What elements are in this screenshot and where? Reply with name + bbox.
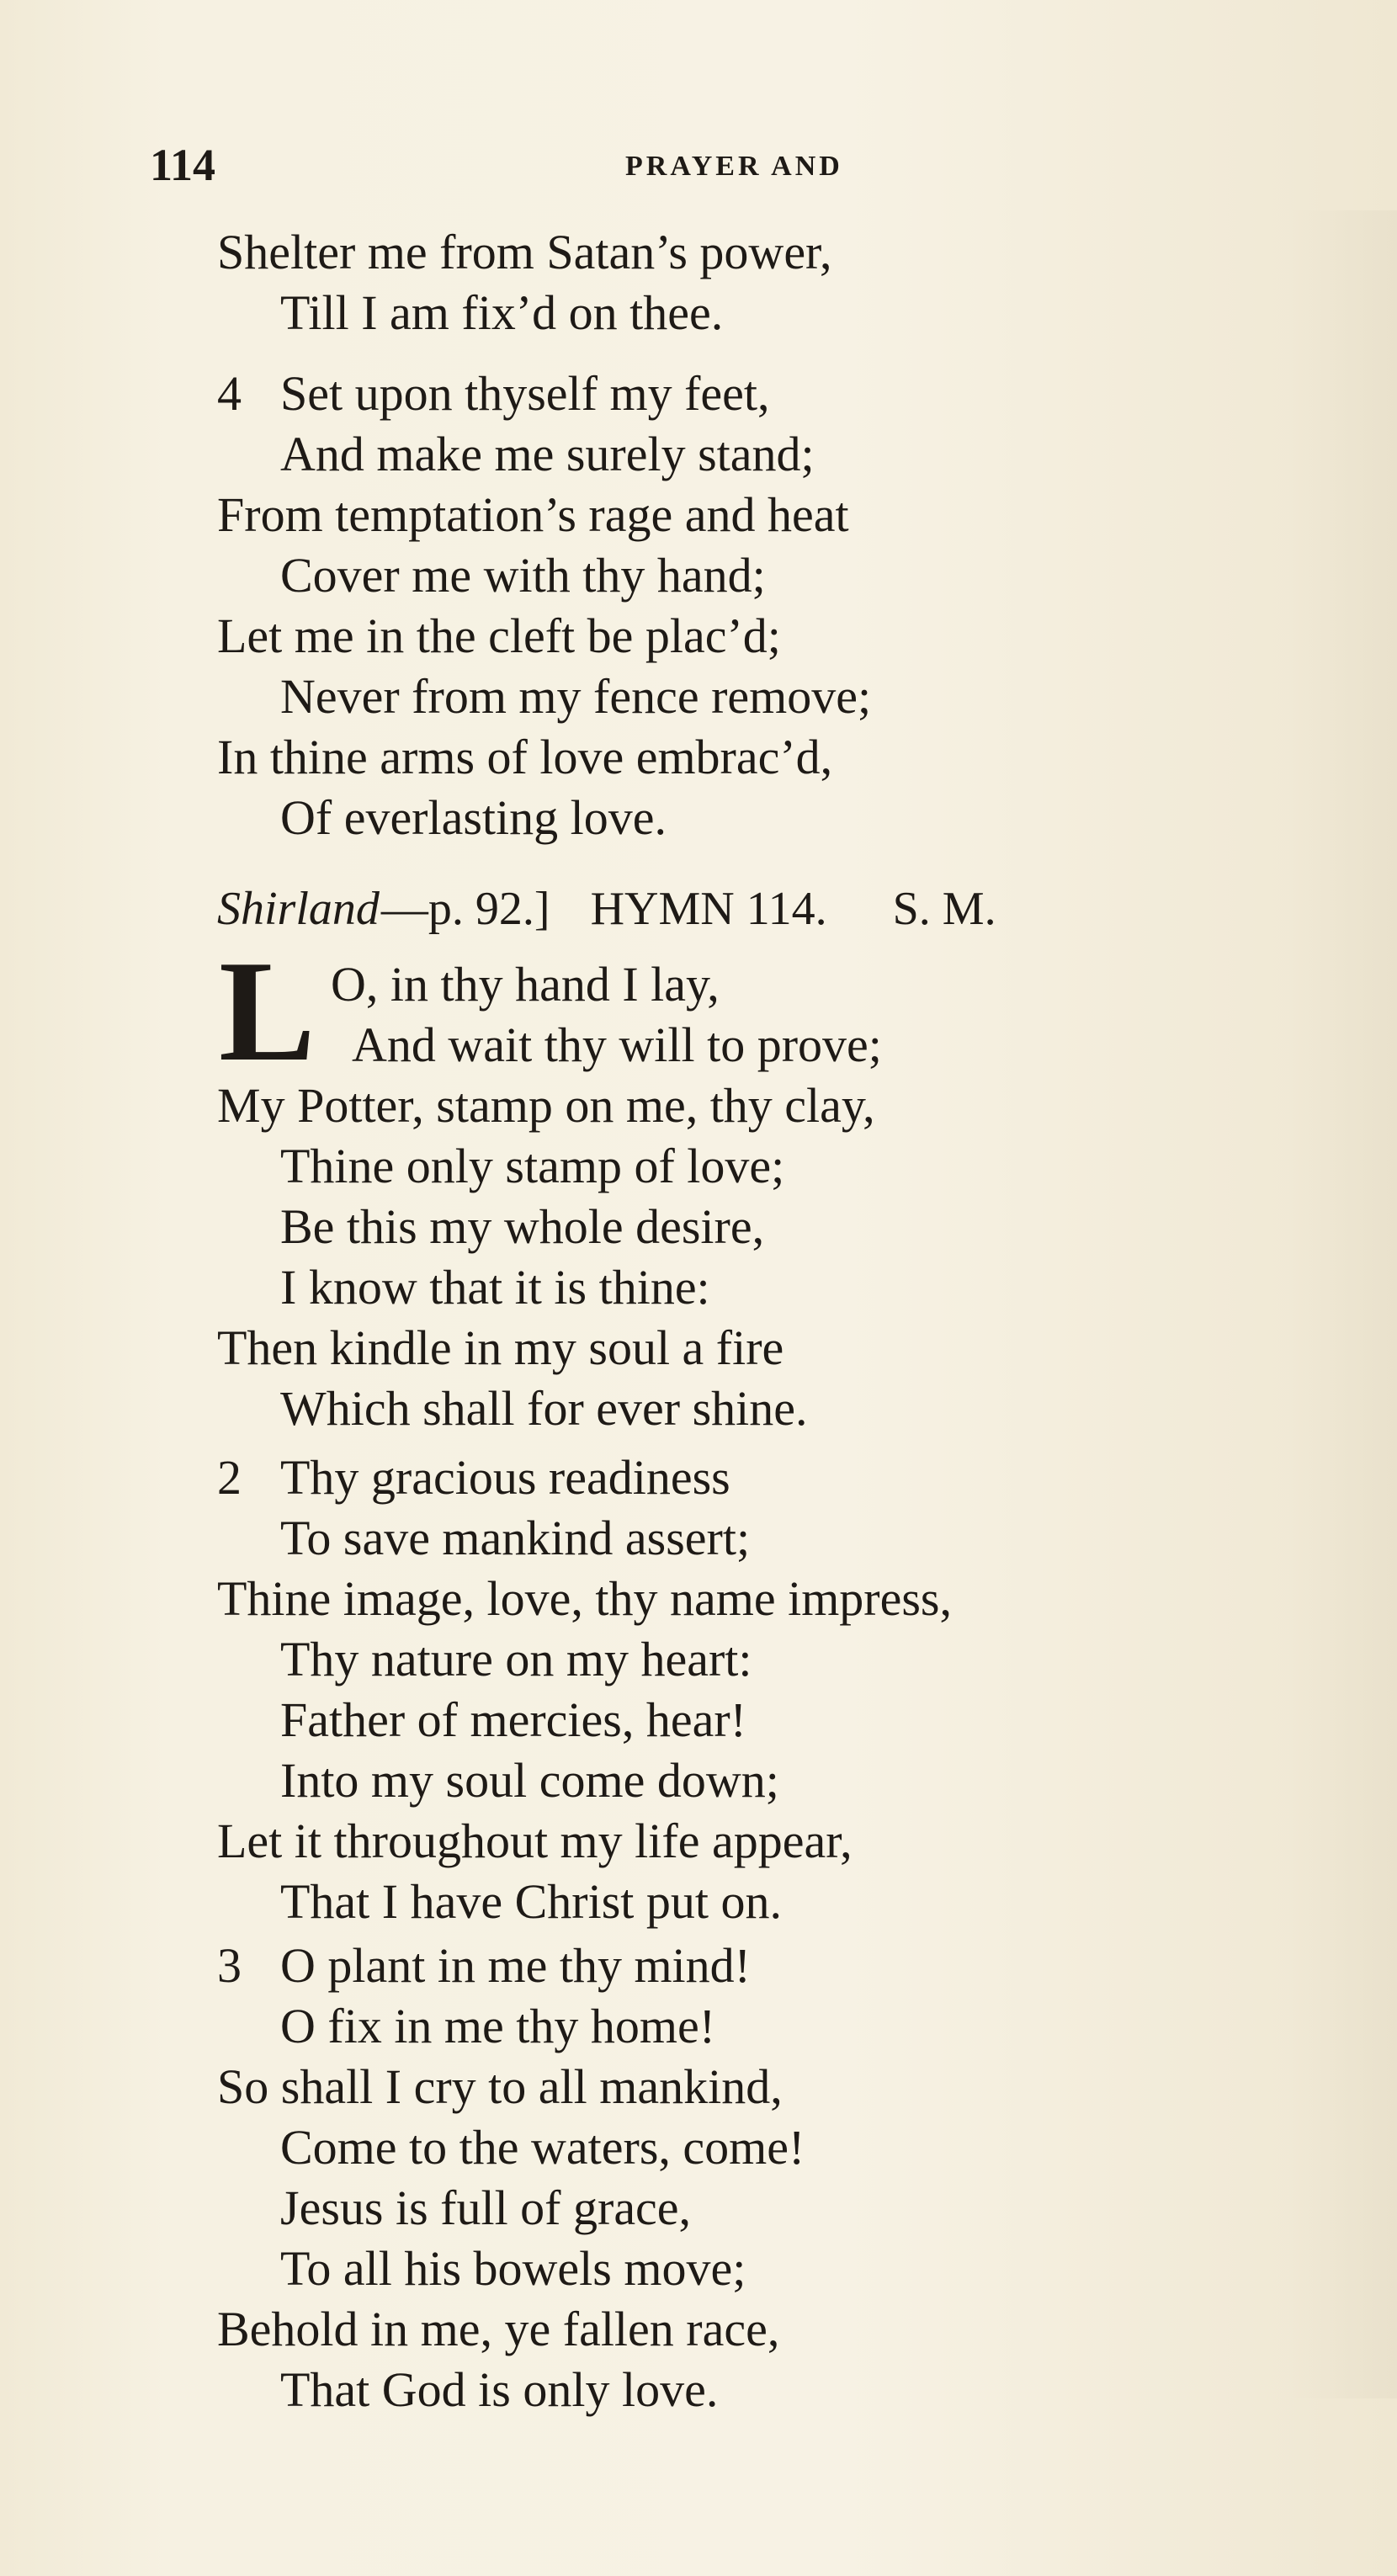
stanza-3 [217,1936,1269,2420]
verse-line: Let it throughout my life appear, [217,1814,853,1868]
verse-line: My Potter, stamp on me, thy clay, [217,1078,875,1133]
verse-line: Thine image, love, thy name impress, [217,1571,953,1626]
verse-line: And wait thy will to prove; [352,1017,882,1072]
verse-line: Then kindle in my soul a fire [217,1320,784,1375]
verse-line: Set upon thyself my feet, [280,366,770,421]
continued-stanza [217,222,1269,343]
verse-line: Jesus is full of grace, [280,2180,692,2235]
verse-line: To save mankind assert; [280,1511,751,1565]
stanza-4 [217,364,1269,848]
verse-line: O fix in me thy home! [280,1999,716,2053]
verse-line: From temptation’s rage and heat [217,487,849,542]
verse-line: Shelter me from Satan’s power, [217,225,832,279]
verse-line: Which shall for ever shine. [280,1381,808,1436]
verse-line: That I have Christ put on. [280,1874,783,1929]
stanza-number: 4 [217,366,242,421]
hymn-heading [217,875,1269,943]
verse-line: Come to the waters, come! [280,2120,805,2175]
verse-line: Father of mercies, hear! [280,1692,746,1747]
verse-line: Let me in the cleft be plac’d; [217,608,781,663]
verse-line: Into my soul come down; [280,1753,779,1808]
verse-line: That God is only love. [280,2362,719,2417]
verse-line: Of everlasting love. [280,790,667,845]
verse-line: Cover me with thy hand; [280,548,766,603]
verse-line: O, in thy hand I lay, [331,957,720,1012]
page-number: 114 [150,140,216,190]
stanza-number: 2 [217,1450,242,1505]
hymn-number: HYMN 114. [590,883,827,935]
verse-line: In thine arms of love embrac’d, [217,730,833,784]
hymn-opening [217,932,1269,1091]
tune-name: Shirland [217,883,380,935]
verse-line: Thy gracious readiness [280,1450,730,1505]
hymn-meter: S. M. [892,883,996,935]
verse-line: Till I am fix’d on thee. [280,285,724,340]
tune-reference: —p. 92.] [380,883,550,935]
bleed-through-shadow [1288,210,1397,2398]
verse-line: To all his bowels move; [280,2241,746,2296]
verse-line: So shall I cry to all mankind, [217,2059,783,2114]
verse-line: O plant in me thy mind! [280,1938,751,1993]
verse-line: Never from my fence remove; [280,669,872,724]
stanza-number: 3 [217,1938,242,1993]
drop-cap: L [219,932,316,1091]
verse-line: Be this my whole desire, [280,1199,765,1254]
running-head: PRAYER AND [625,151,843,182]
verse-line: Behold in me, ye fallen race, [217,2302,780,2356]
verse-line: Thy nature on my heart: [280,1632,752,1686]
verse-line: And make me surely stand; [280,427,815,481]
verse-line: Thine only stamp of love; [280,1139,785,1193]
verse-line: I know that it is thine: [280,1260,710,1315]
stanza-1 [217,1076,1269,1439]
stanza-2 [217,1447,1269,1932]
page-header [150,139,907,189]
